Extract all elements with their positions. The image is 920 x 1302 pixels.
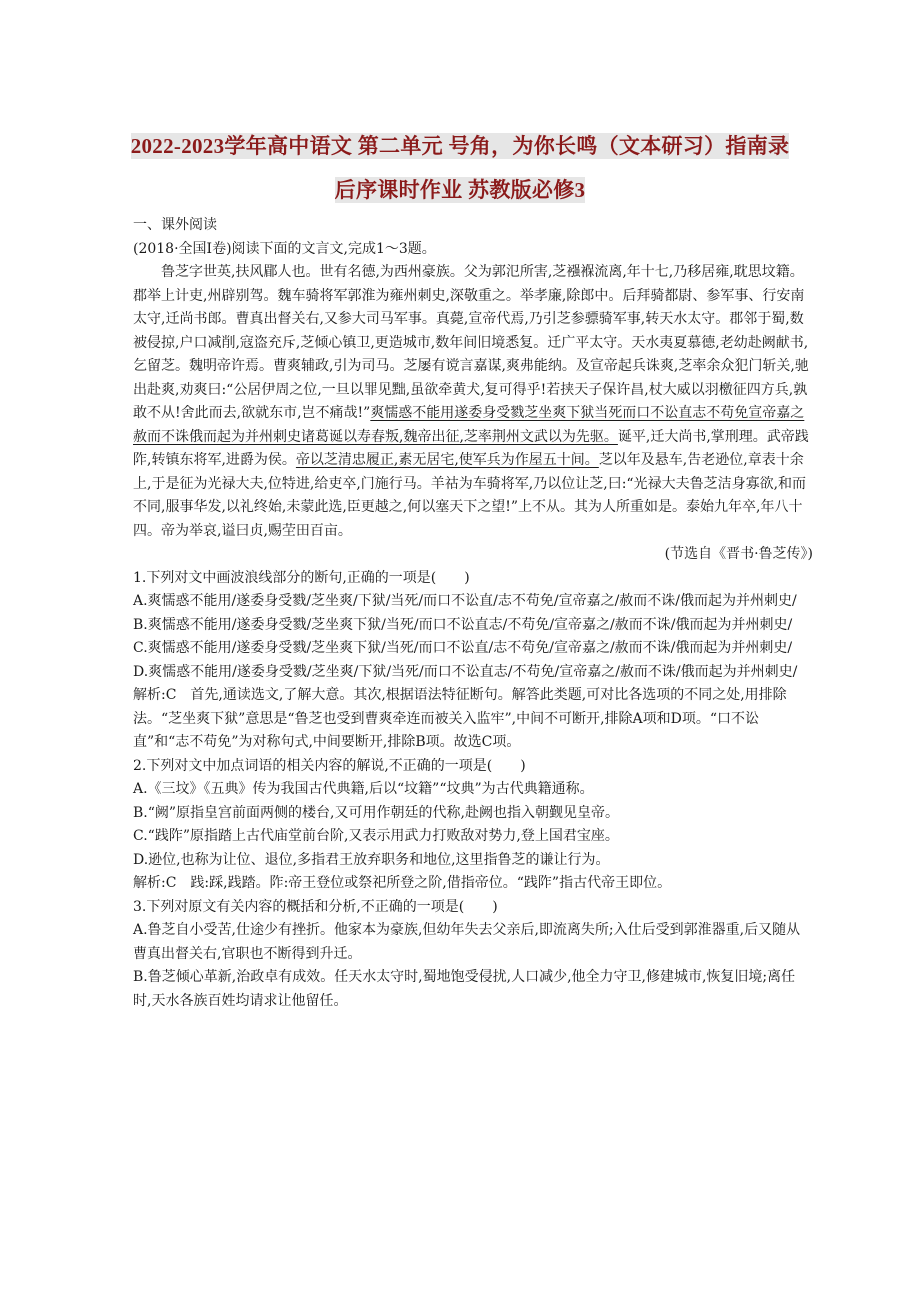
passage-source: (节选自《晋书·鲁芝传》) (664, 546, 813, 562)
question-3-option-a: A.鲁芝自小受苦,仕途少有挫折。他家本为豪族,但幼年失去父亲后,即流离失所;入仕后受到郭淮器重,后又随从曹真出督关右,官职也不断得到升迁。 (133, 922, 801, 962)
question-3-option-b: B.鲁芝倾心革新,治政卓有成效。任天水太守时,蜀地饱受侵扰,人口减少,他全力守卫,修建城市,恢复旧境;离任时,天水各族百姓均请求让他留任。 (133, 969, 796, 1009)
document-body (133, 214, 813, 1013)
underlined-text-1: 诸葛诞以寿春叛,魏帝出征,芝率荆州文武以为先驱。 (301, 428, 618, 445)
question-2-option-d: D.逊位,也称为让位、退位,多指君王放弃职务和地位,这里指鲁芝的谦让行为。 (133, 851, 610, 868)
question-1-option-b: B.爽懦惑不能用/遂委身受戮/芝坐爽下狱/当死/而口不讼直志/不苟免/宣帝嘉之/赦而不诛/俄而起为并州刺史/ (133, 616, 793, 633)
question-1-option-c: C.爽懦惑不能用/遂委身受戮/芝坐爽下狱/当死/而口不讼直/志不苟免/宣帝嘉之/赦而不诛/俄而起为并州刺史/ (133, 640, 793, 656)
question-2-analysis: 解析:C 践:踩,践踏。阼:帝王登位或祭祀所登之阶,借指帝位。“践阼”指古代帝王即位。 (133, 875, 672, 891)
passage-text-3: 芝以年及悬车,告老逊位,章表十余上,于是征为光禄大夫,位特进,给吏卒,门施行马。羊祜为车骑将军,乃以位让芝,曰:“光禄大夫鲁芝洁身寡欲,和而不同,服事华发,以礼终始,未蒙此选,臣更越之,何以塞天下之望!”上不从。其为人所重如是。泰始九年卒,年八十四。帝为举哀,谥曰贞,赐茔田百亩。 (133, 452, 807, 539)
underlined-text-2: 帝以芝清忠履正,素无居宅,使军兵为作屋五十间。 (295, 452, 599, 468)
section-heading: 一、课外阅读 (133, 217, 217, 233)
passage-paragraph (133, 261, 813, 543)
question-1-option-d: D.爽懦惑不能用/遂委身受戮/芝坐爽/下狱/当死/而口不讼直志/不苟免/宣帝嘉之/赦而不诛/俄而起为并州刺史/ (133, 663, 798, 680)
question-1-option-a: A.爽懦惑不能用/遂委身受戮/芝坐爽/下狱/当死/而口不讼直/志不苟免/宣帝嘉之/赦而不诛/俄而起为并州刺史/ (133, 593, 797, 609)
question-2-option-c: C.“践阼”原指踏上古代庙堂前台阶,又表示用武力打败敌对势力,登上国君宝座。 (133, 828, 619, 844)
question-2-stem: 2.下列对文中加点词语的相关内容的解说,不正确的一项是( ) (133, 757, 526, 774)
intro-line: (2018·全国Ⅰ卷)阅读下面的文言文,完成1～3题。 (133, 240, 436, 257)
question-2-option-a: A.《三坟》《五典》传为我国古代典籍,后以“坟籍”“坟典”为古代典籍通称。 (133, 781, 594, 797)
doc-title-line2: 后序课时作业 苏教版必修3 (334, 178, 586, 202)
doc-title-line1: 2022-2023学年高中语文 第二单元 号角，为你长鸣（文本研习）指南录 (130, 134, 790, 158)
passage-text-1: 鲁芝字世英,扶风郿人也。世有名德,为西州豪族。父为郭氾所害,芝襁褓流离,年十七,乃移居雍,耽思坟籍。郡举上计吏,州辟别驾。魏车骑将军郭淮为雍州刺史,深敬重之。举孝廉,除郎中。后拜骑都尉、参军事、行安南太守,迁尚书郎。曹真出督关右,又参大司马军事。真薨,宣帝代焉,乃引芝参骠骑军事,转天水太守。郡邻于蜀,数被侵掠,户口减削,寇盗充斥,芝倾心镇卫,更造城市,数年间旧境悉复。迁广平太守。天水夷夏慕德,老幼赴阙献书,乞留芝。魏明帝许焉。曹爽辅政,引为司马。芝屡有谠言嘉谋,爽弗能纳。及宣帝起兵诛爽,芝率余众犯门斩关,驰出赴爽,劝爽曰:“公居伊周之位,一旦以罪见黜,虽欲牵黄犬,复可得乎!若挟天子保许昌,杖大威以羽檄征四方兵,孰敢不从!舍此而去,欲就东市,岂不痛哉!” (133, 264, 809, 421)
passage-text-2: 诞平,迁大尚书,掌刑理。武帝践阼,转镇东将军,进爵为侯。 (133, 428, 809, 468)
question-1-analysis: 解析:C 首先,通读选文,了解大意。其次,根据语法特征断句。解答此类题,可对比各选项的不同之处,用排除法。“芝坐爽下狱”意思是“鲁芝也受到曹爽牵连而被关入监牢”,中间不可断开,排除A项和D项。“口不讼直”和“志不苟免”为对称句式,中间要断开,排除B项。故选C项。 (133, 687, 787, 750)
question-2-option-b: B.“阙”原指皇宫前面两侧的楼台,又可用作朝廷的代称,赴阙也指入朝觐见皇帝。 (133, 804, 619, 821)
question-3-stem: 3.下列对原文有关内容的概括和分析,不正确的一项是( ) (133, 898, 498, 915)
question-1-stem: 1.下列对文中画波浪线部分的断句,正确的一项是( ) (133, 569, 470, 586)
wavy-underline-text: 爽懦惑不能用遂委身受戮芝坐爽下狱当死而口不讼直志不苟免宣帝嘉之赦而不诛俄而起为并州刺史 (133, 405, 805, 445)
